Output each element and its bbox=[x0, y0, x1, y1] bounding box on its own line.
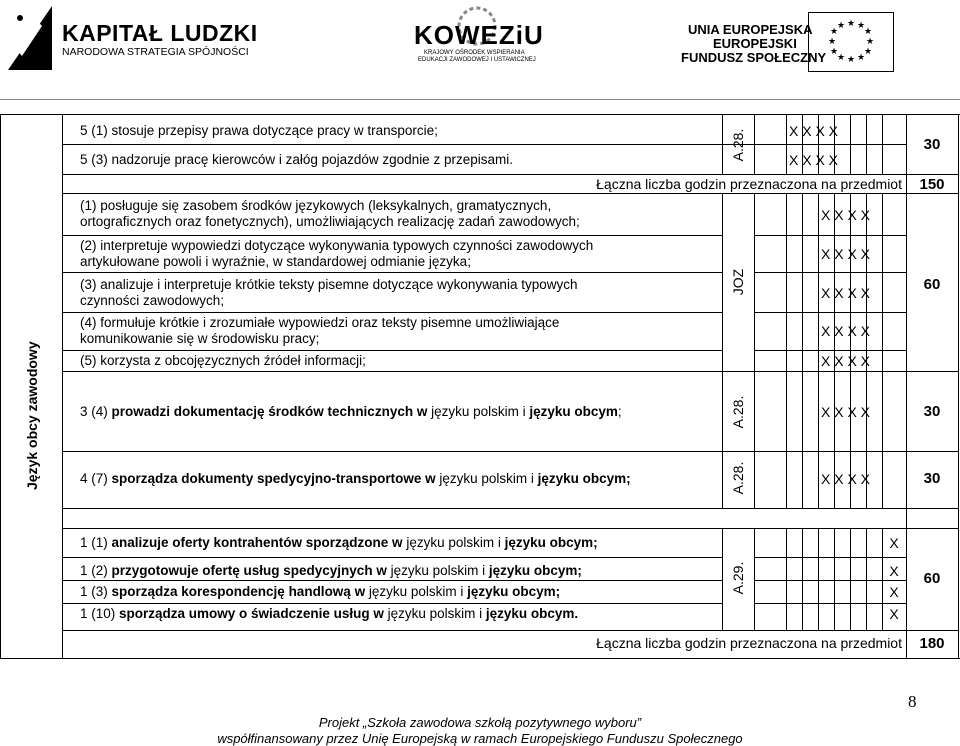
a29-hours: 60 bbox=[923, 570, 941, 587]
top-code: A.28. bbox=[730, 128, 746, 162]
kowezu-name: KOWEZiU bbox=[414, 20, 544, 50]
row34-text bbox=[80, 404, 622, 420]
joz-row-1-line2: ortograficznych oraz fonetycznych), umożliwiających realizację zadań zawodowych; bbox=[80, 214, 580, 229]
kapital-subtitle: NARODOWA STRATEGIA SPÓJNOŚCI bbox=[62, 46, 249, 58]
eu-flag-icon bbox=[808, 12, 894, 72]
a29-row-1-bold: analizuje oferty kontrahentów sporządzone w bbox=[111, 535, 403, 550]
ue-line3: FUNDUSZ SPOŁECZNY bbox=[681, 50, 827, 65]
a29-row-2-bold2: języku obcym; bbox=[488, 563, 582, 578]
row47-marks: X X X X bbox=[821, 471, 871, 487]
row34-end: ; bbox=[617, 404, 622, 419]
total2-label: Łączna liczba godzin przeznaczona na przedmiot bbox=[596, 635, 902, 651]
section-label: Język obcy zawodowy bbox=[24, 341, 40, 490]
a29-row-4-mark: X bbox=[889, 606, 899, 622]
a29-row-1-num: 1 (1) bbox=[80, 535, 112, 550]
footer-line1: Projekt „Szkoła zawodowa szkołą pozytywnego wyboru” bbox=[318, 715, 642, 730]
row47-bold2: języku obcym; bbox=[537, 471, 631, 486]
a29-row-4-num: 1 (10) bbox=[80, 606, 120, 621]
top-hours: 30 bbox=[923, 136, 941, 153]
a29-row-3-bold2: języku obcym; bbox=[467, 584, 561, 599]
joz-row-2-line1: (2) interpretuje wypowiedzi dotyczące wykonywania typowych czynności zawodowych bbox=[80, 238, 594, 253]
row34-num: 3 (4) bbox=[80, 404, 112, 419]
joz-code: JOZ bbox=[730, 268, 746, 296]
svg-text:★: ★ bbox=[829, 27, 839, 37]
a29-row-2-mid: języku polskim i bbox=[386, 563, 489, 578]
svg-text:★: ★ bbox=[863, 27, 873, 37]
joz-row-3-line1: (3) analizuje i interpretuje krótkie teksty pisemne dotyczące wykonywania typowych bbox=[80, 277, 578, 292]
footer-line2: współfinansowany przez Unię Europejską w ramach Europejskiego Funduszu Społecznego bbox=[217, 731, 743, 746]
svg-text:★: ★ bbox=[836, 21, 846, 31]
svg-text:★: ★ bbox=[829, 47, 839, 57]
a29-row-4-bold2: języku obcym. bbox=[485, 606, 579, 621]
kapital-title: KAPITAŁ LUDZKI bbox=[62, 20, 258, 46]
svg-text:★: ★ bbox=[856, 21, 866, 31]
a29-row-2-bold: przygotowuje ofertę usług spedycyjnych w bbox=[111, 563, 387, 578]
kapital-ludzki-logo bbox=[6, 4, 54, 72]
top-row-1-text: 5 (1) stosuje przepisy prawa dotyczące pracy w transporcie; bbox=[80, 123, 438, 138]
row34-hours: 30 bbox=[923, 403, 941, 420]
total1-value: 150 bbox=[919, 176, 945, 193]
row47-code: A.28. bbox=[730, 461, 746, 495]
joz-row-4-marks: X X X X bbox=[821, 323, 871, 339]
joz-row-3-marks: X X X X bbox=[821, 285, 871, 301]
a29-row-4-mid: języku polskim i bbox=[383, 606, 486, 621]
a29-row-1-mark: X bbox=[889, 535, 899, 551]
page-number: 8 bbox=[908, 692, 917, 711]
joz-row-5-marks: X X X X bbox=[821, 353, 871, 369]
a29-row-3-mid: języku polskim i bbox=[365, 584, 468, 599]
joz-row-1-marks: X X X X bbox=[821, 207, 871, 223]
top-row-2-marks: X X X X bbox=[789, 152, 839, 168]
a29-code: A.29. bbox=[730, 561, 746, 595]
svg-text:★: ★ bbox=[836, 53, 846, 63]
a29-row-1 bbox=[80, 535, 598, 551]
a29-row-3-mark: X bbox=[889, 584, 899, 600]
svg-text:★: ★ bbox=[856, 53, 866, 63]
row47-text bbox=[80, 471, 631, 487]
row34-code: A.28. bbox=[730, 395, 746, 429]
a29-row-3-num: 1 (3) bbox=[80, 584, 112, 599]
a29-row-3 bbox=[80, 584, 560, 600]
svg-text:★: ★ bbox=[846, 55, 856, 65]
ue-line2: EUROPEJSKI bbox=[713, 36, 797, 51]
joz-row-4-line2: komunikowanie się w środowisku pracy; bbox=[80, 331, 320, 346]
top-row-1-marks: X X X X bbox=[789, 123, 839, 139]
joz-hours: 60 bbox=[923, 276, 941, 293]
row34-mid: języku polskim i bbox=[427, 404, 530, 419]
a29-row-1-bold2: języku obcym; bbox=[504, 535, 598, 550]
joz-row-4-line1: (4) formułuje krótkie i zrozumiałe wypowiedzi oraz teksty pisemne umożliwiające bbox=[80, 315, 560, 330]
total2-value: 180 bbox=[919, 635, 945, 652]
row47-bold: sporządza dokumenty spedycyjno-transportowe w bbox=[111, 471, 436, 486]
a29-row-3-bold: sporządza korespondencję handlową w bbox=[111, 584, 366, 599]
top-row-2-text: 5 (3) nadzoruje pracę kierowców i załóg pojazdów zgodnie z przepisami. bbox=[80, 152, 513, 167]
joz-row-2-line2: artykułowane powoli i wyraźnie, w standardowej odmianie języka; bbox=[80, 254, 471, 269]
joz-row-1-line1: (1) posługuje się zasobem środków językowych (leksykalnych, gramatycznych, bbox=[80, 198, 552, 213]
kowezu-sub2: EDUKACJI ZAWODOWEJ I USTAWICZNEJ bbox=[418, 57, 536, 63]
row34-marks: X X X X bbox=[821, 404, 871, 420]
joz-row-2-marks: X X X X bbox=[821, 246, 871, 262]
a29-row-2-num: 1 (2) bbox=[80, 563, 112, 578]
svg-text:★: ★ bbox=[863, 47, 873, 57]
a29-row-2-mark: X bbox=[889, 563, 899, 579]
ue-line1: UNIA EUROPEJSKA bbox=[688, 22, 813, 37]
row47-num: 4 (7) bbox=[80, 471, 112, 486]
row34-bold2: języku obcym bbox=[529, 404, 618, 419]
a29-row-4-bold: sporządza umowy o świadczenie usług w bbox=[119, 606, 384, 621]
svg-text:★: ★ bbox=[865, 37, 875, 47]
svg-text:★: ★ bbox=[846, 19, 856, 29]
svg-text:★: ★ bbox=[827, 37, 837, 47]
row47-hours: 30 bbox=[923, 470, 941, 487]
joz-row-5-line1: (5) korzysta z obcojęzycznych źródeł informacji; bbox=[80, 353, 366, 368]
kowezu-sub1: KRAJOWY OŚRODEK WSPIERANIA bbox=[424, 50, 525, 56]
a29-row-4 bbox=[80, 606, 578, 622]
header-divider bbox=[0, 99, 960, 100]
a29-row-2 bbox=[80, 563, 582, 579]
a29-row-1-mid: języku polskim i bbox=[402, 535, 505, 550]
row34-bold: prowadzi dokumentację środków technicznych w bbox=[111, 404, 428, 419]
joz-row-3-line2: czynności zawodowych; bbox=[80, 293, 225, 308]
total1-label: Łączna liczba godzin przeznaczona na przedmiot bbox=[596, 176, 902, 192]
row47-mid: języku polskim i bbox=[435, 471, 538, 486]
